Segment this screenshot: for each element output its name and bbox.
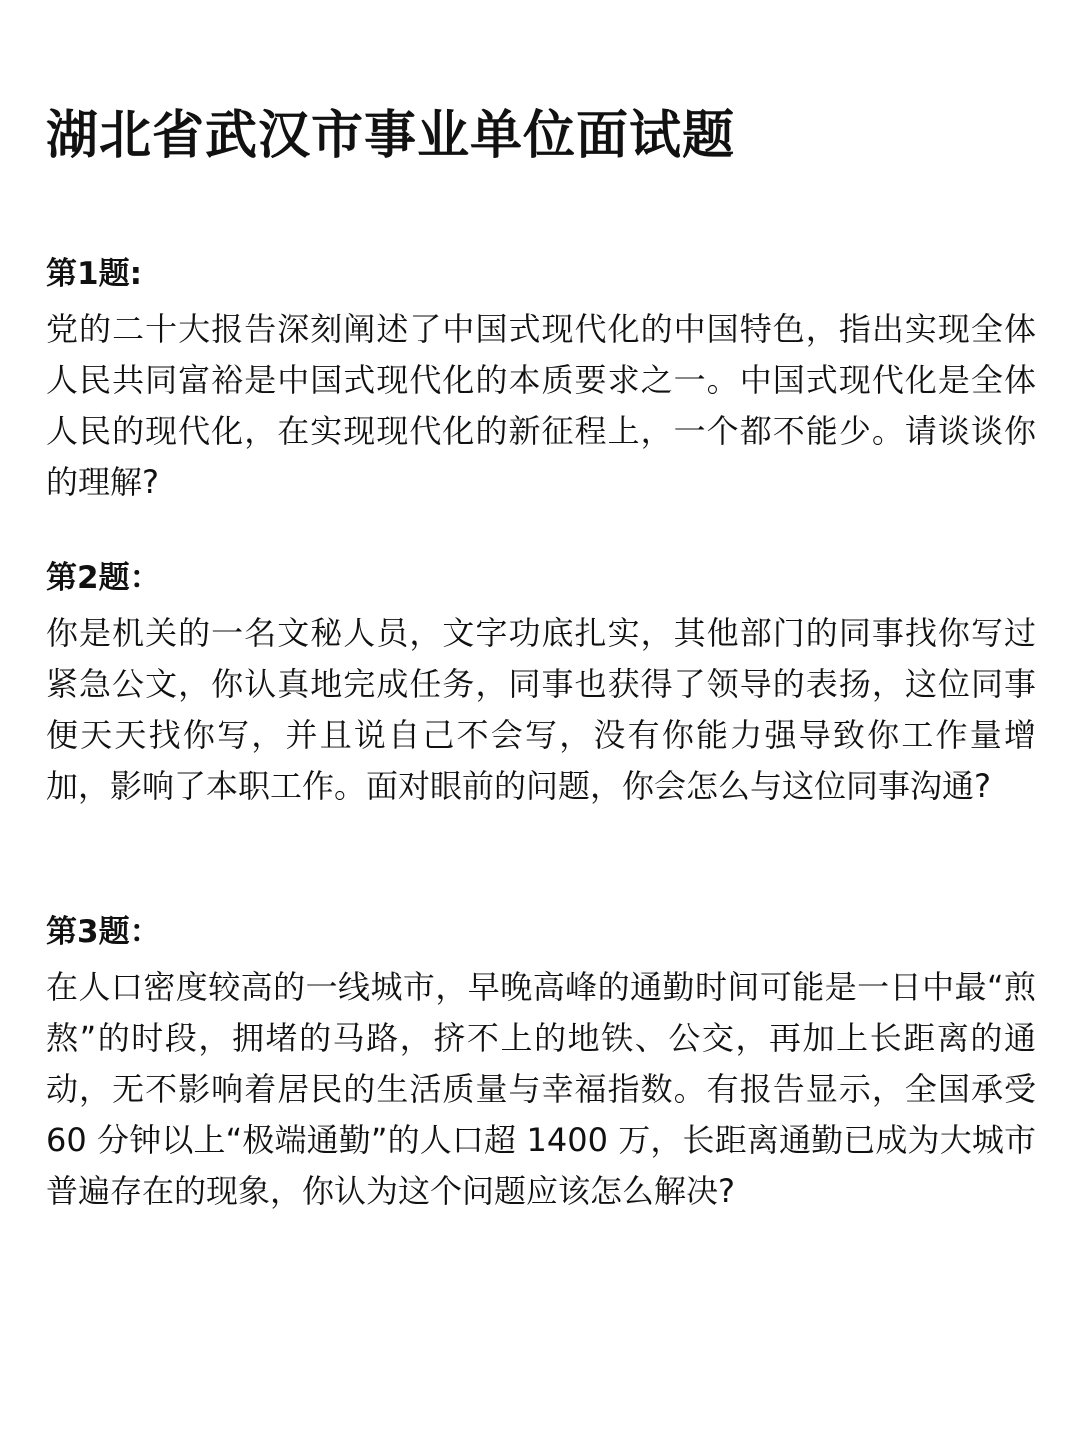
question-1-label: 第1题:	[46, 256, 142, 292]
question-1	[46, 254, 1036, 508]
question-2-text: 你是机关的一名文秘人员，文字功底扎实，其他部门的同事找你写过紧急公文，你认真地完成任务，同事也获得了领导的表扬，这位同事便天天找你写，并且说自己不会写，没有你能力强导致你工作量增加，影响了本职工作。面对眼前的问题，你会怎么与这位同事沟通?	[46, 614, 1036, 805]
question-1-text: 党的二十大报告深刻阐述了中国式现代化的中国特色，指出实现全体人民共同富裕是中国式现代化的本质要求之一。中国式现代化是全体人民的现代化，在实现现代化的新征程上，一个都不能少。请谈谈你的理解?	[46, 310, 1036, 501]
question-3-label: 第3题：	[46, 914, 161, 950]
question-2	[46, 558, 1036, 812]
question-3-text: 在人口密度较高的一线城市，早晚高峰的通勤时间可能是一日中最“煎熬”的时段，拥堵的马路，挤不上的地铁、公交，再加上长距离的通动，无不影响着居民的生活质量与幸福指数。有报告显示，全国承受 60 分钟以上“极端通勤”的人口超 1400 万，长距离通勤已成为大城市普遍存在的现象，你认为这个问题应该怎么解决?	[46, 968, 1036, 1210]
question-2-label: 第2题：	[46, 560, 161, 596]
question-3	[46, 912, 1036, 1217]
page-title: 湖北省武汉市事业单位面试题	[46, 106, 736, 166]
